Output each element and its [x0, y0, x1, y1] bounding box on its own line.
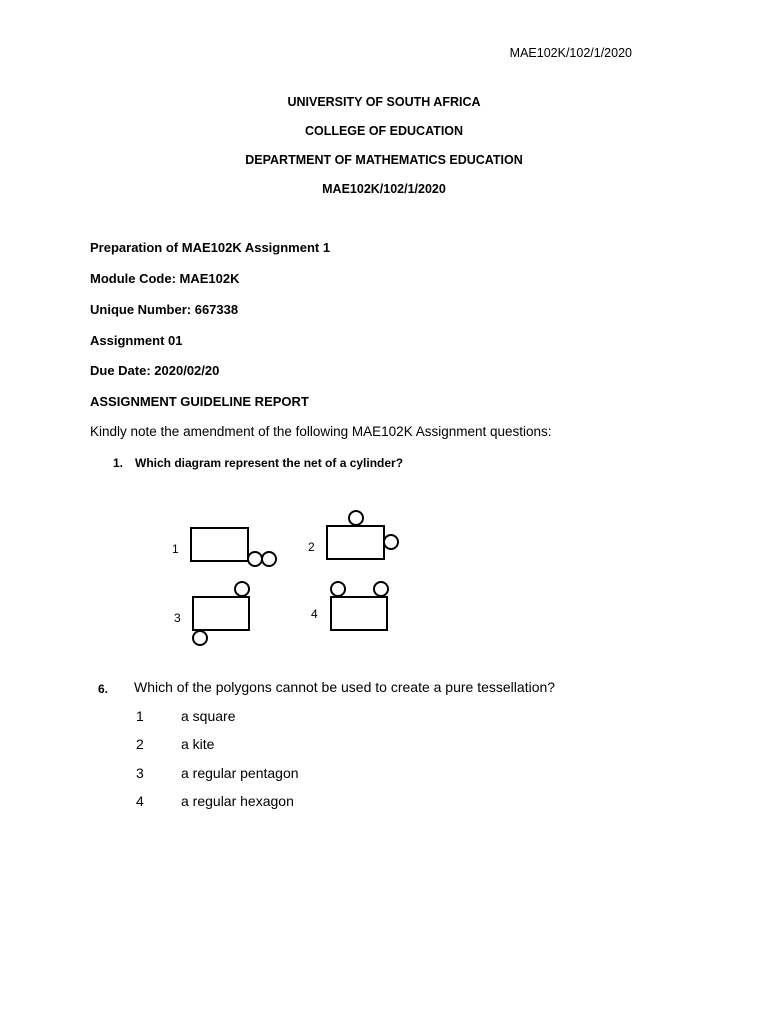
net-3-rectangle — [193, 597, 249, 630]
question-6-text: Which of the polygons cannot be used to create a pure tessellation? — [134, 679, 556, 695]
net-label-4: 4 — [311, 607, 318, 621]
option-number: 3 — [136, 765, 144, 781]
question-1-number: 1. — [113, 456, 124, 470]
option-text: a regular pentagon — [181, 765, 299, 781]
option-number: 4 — [136, 793, 144, 809]
net-4-circle-right — [374, 582, 388, 596]
net-1-circle-b — [262, 552, 276, 566]
title-code: MAE102K/102/1/2020 — [322, 182, 446, 196]
question-6-number: 6. — [98, 682, 109, 696]
amendment-note: Kindly note the amendment of the following MAE102K Assignment questions: — [90, 424, 552, 439]
option-item — [136, 793, 294, 809]
unique-number-line: Unique Number: 667338 — [90, 302, 239, 317]
college-name: COLLEGE OF EDUCATION — [304, 124, 464, 138]
option-number: 1 — [136, 708, 144, 724]
cylinder-nets-diagram — [150, 500, 410, 650]
net-1-circle-a — [248, 552, 262, 566]
due-date-line: Due Date: 2020/02/20 — [90, 363, 220, 378]
net-label-2: 2 — [308, 540, 315, 554]
option-item — [136, 736, 214, 752]
university-name: UNIVERSITY OF SOUTH AFRICA — [287, 95, 481, 109]
report-title: ASSIGNMENT GUIDELINE REPORT — [90, 394, 309, 409]
module-code-line: Module Code: MAE102K — [90, 271, 240, 286]
question-1-text: Which diagram represent the net of a cylinder? — [135, 456, 404, 470]
net-option-3 — [193, 582, 249, 645]
option-item — [136, 765, 299, 781]
option-text: a square — [181, 708, 236, 724]
net-4-circle-left — [331, 582, 345, 596]
net-3-circle-bottom — [193, 631, 207, 645]
department-name: DEPARTMENT OF MATHEMATICS EDUCATION — [245, 153, 523, 167]
question-1 — [113, 456, 403, 470]
net-label-3: 3 — [174, 611, 181, 625]
option-text: a kite — [181, 736, 215, 752]
option-number: 2 — [136, 736, 144, 752]
net-2-rectangle — [327, 526, 384, 559]
net-2-circle-top — [349, 511, 363, 525]
net-3-circle-top — [235, 582, 249, 596]
net-option-1 — [191, 528, 276, 566]
net-label-1: 1 — [172, 542, 179, 556]
option-text: a regular hexagon — [181, 793, 294, 809]
preparation-line: Preparation of MAE102K Assignment 1 — [90, 240, 331, 255]
net-2-circle-right — [384, 535, 398, 549]
net-option-2 — [327, 511, 398, 559]
document-reference-code: MAE102K/102/1/2020 — [509, 46, 632, 60]
assignment-line: Assignment 01 — [90, 333, 183, 348]
net-1-rectangle — [191, 528, 248, 561]
option-item — [136, 708, 235, 724]
net-4-rectangle — [331, 597, 387, 630]
net-option-4 — [331, 582, 388, 630]
